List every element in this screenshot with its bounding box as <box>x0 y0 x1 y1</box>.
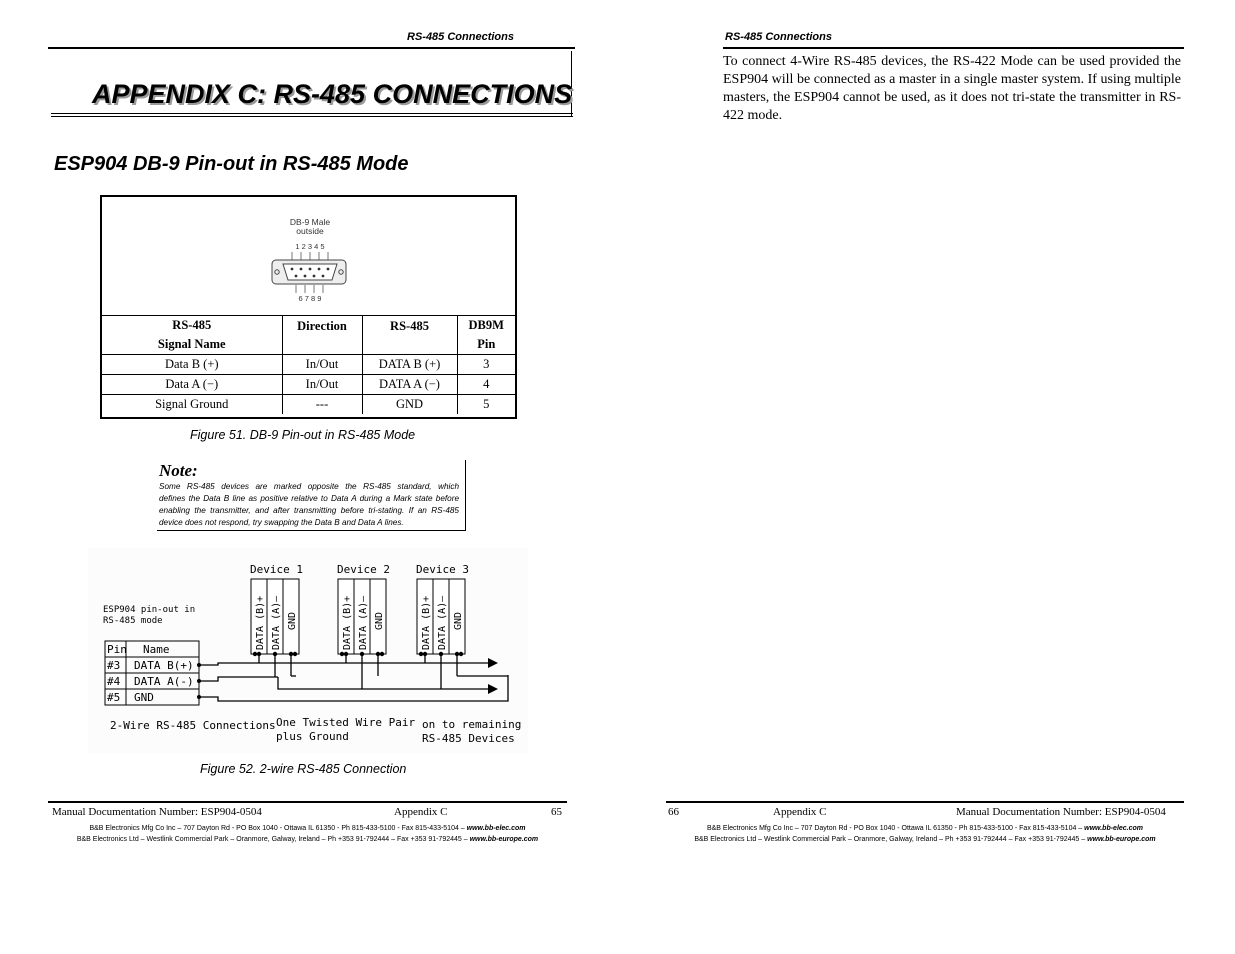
svg-text:DATA (B)+: DATA (B)+ <box>342 595 353 650</box>
wd-label-mid-2: plus Ground <box>276 730 349 743</box>
table-row <box>102 375 515 395</box>
pinout-label-1: ESP904 pin-out in <box>103 605 196 615</box>
svg-text:DATA (B)+: DATA (B)+ <box>255 595 266 650</box>
svg-text:GND: GND <box>453 611 464 630</box>
device-1-label: Device 1 <box>250 563 303 576</box>
wd-name-gnd: GND <box>134 691 154 704</box>
left-footer-rule <box>48 801 567 803</box>
wd-name-dataa: DATA A(-) <box>134 675 194 688</box>
db9-connector-diagram <box>102 197 515 315</box>
right-footer-page-number: 66 <box>668 806 679 818</box>
figure51-caption: Figure 51. DB-9 Pin-out in RS-485 Mode <box>190 428 416 442</box>
header-rs485: RS-485 <box>362 316 457 355</box>
wd-label-mid-1: One Twisted Wire Pair <box>276 716 416 729</box>
figure52-caption: Figure 52. 2-wire RS-485 Connection <box>200 762 407 776</box>
header-direction: Direction <box>282 316 362 355</box>
header-signal-name: RS-485 Signal Name <box>102 316 282 355</box>
right-header-rule <box>723 47 1184 49</box>
right-footer-address-1: B&B Electronics Mfg Co Inc – 707 Dayton Rd - PO Box 1040 - Ottawa IL 61350 - Ph 815-433-5100 - Fax 815-433-5104 – www.bb-elec.com <box>706 825 1144 832</box>
wd-pin-3: #3 <box>107 659 121 672</box>
wd-header-name: Name <box>143 643 170 656</box>
note-box <box>157 460 466 531</box>
appendix-title: APPENDIX C: RS-485 CONNECTIONS <box>92 79 573 109</box>
left-footer-address-1: B&B Electronics Mfg Co Inc – 707 Dayton Rd - PO Box 1040 - Ottawa IL 61350 - Ph 815-433-5100 - Fax 815-433-5104 – www.bb-elec.com <box>89 825 526 832</box>
wiring-diagram <box>88 548 528 753</box>
svg-text:GND: GND <box>287 611 298 630</box>
connector-bottom-pins: 6 7 8 9 <box>298 294 322 303</box>
wd-header-pin: Pin <box>107 643 127 656</box>
connector-label-2: outside <box>296 226 324 236</box>
right-paragraph: To connect 4-Wire RS-485 devices, the RS-422 Mode can be used provided the ESP904 will be connected as a master in a single master system. If using multiple masters, the ESP904 cannot be used, as it does not tri-state the transmitter in RS-422 mode. <box>723 54 1181 123</box>
cell-signal: Signal Ground <box>102 395 282 415</box>
left-footer-doc: Manual Documentation Number: ESP904-0504 <box>52 806 262 818</box>
cell-pin: 3 <box>457 355 515 375</box>
cell-pin: 4 <box>457 375 515 395</box>
svg-text:DATA (B)+: DATA (B)+ <box>421 595 432 650</box>
title-rule-bottom <box>51 116 573 117</box>
cell-rs485: GND <box>362 395 457 415</box>
cell-direction: In/Out <box>282 375 362 395</box>
right-footer-rule <box>666 801 1184 803</box>
device-2-label: Device 2 <box>337 563 390 576</box>
note-title: Note: <box>159 461 198 480</box>
right-footer-section: Appendix C <box>773 806 827 818</box>
cell-direction: --- <box>282 395 362 415</box>
header-db9m-pin: DB9M Pin <box>457 316 515 355</box>
device-3-label: Device 3 <box>416 563 469 576</box>
note-body: Some RS-485 devices are marked opposite the RS-485 standard, which defines the Data B line as positive relative to Data A during a Mark state before enabling the transmitter, and after transmitting before tri-stating. If an RS-485 device does not respond, try swapping the Data B and Data A lines. <box>159 482 459 527</box>
wd-pin-4: #4 <box>107 675 121 688</box>
header-rule <box>48 47 575 49</box>
wd-label-right-2: RS-485 Devices <box>422 732 515 745</box>
right-footer-doc: Manual Documentation Number: ESP904-0504 <box>956 806 1166 818</box>
svg-text:DATA (A)–: DATA (A)– <box>437 595 448 650</box>
right-running-header: RS-485 Connections <box>725 31 832 43</box>
pinout-figure-box <box>100 195 517 419</box>
wd-label-right-1: on to remaining <box>422 718 522 731</box>
cell-rs485: DATA B (+) <box>362 355 457 375</box>
pinout-table <box>102 316 515 414</box>
table-header-row <box>102 316 515 355</box>
table-row <box>102 355 515 375</box>
connector-illustration <box>102 197 515 316</box>
svg-text:DATA (A)–: DATA (A)– <box>271 595 282 650</box>
wd-name-datab: DATA B(+) <box>134 659 194 672</box>
wd-pin-5: #5 <box>107 691 121 704</box>
cell-signal: Data B (+) <box>102 355 282 375</box>
left-footer-section: Appendix C <box>394 806 448 818</box>
cell-signal: Data A (−) <box>102 375 282 395</box>
cell-direction: In/Out <box>282 355 362 375</box>
wd-label-left: 2-Wire RS-485 Connections <box>110 719 276 732</box>
cell-rs485: DATA A (−) <box>362 375 457 395</box>
left-running-header: RS-485 Connections <box>407 31 514 43</box>
left-footer-address-2: B&B Electronics Ltd – Westlink Commercial Park – Oranmore, Galway, Ireland – Ph +353 91-792444 – Fax +353 91-792445 – www.bb-europe.com <box>76 836 539 843</box>
svg-text:DATA (A)–: DATA (A)– <box>358 595 369 650</box>
title-rule-top <box>51 113 573 114</box>
section-heading: ESP904 DB-9 Pin-out in RS-485 Mode <box>54 153 409 175</box>
connector-top-pins: 1 2 3 4 5 <box>295 242 325 251</box>
connector-label-1: DB-9 Male <box>289 217 331 227</box>
svg-text:GND: GND <box>374 611 385 630</box>
left-footer-page-number: 65 <box>551 806 562 818</box>
right-footer-address-2: B&B Electronics Ltd – Westlink Commercial Park – Oranmore, Galway, Ireland – Ph +353 91-792444 – Fax +353 91-792445 – www.bb-europe.com <box>694 836 1156 843</box>
pinout-label-2: RS-485 mode <box>103 616 163 626</box>
table-row <box>102 395 515 415</box>
cell-pin: 5 <box>457 395 515 415</box>
